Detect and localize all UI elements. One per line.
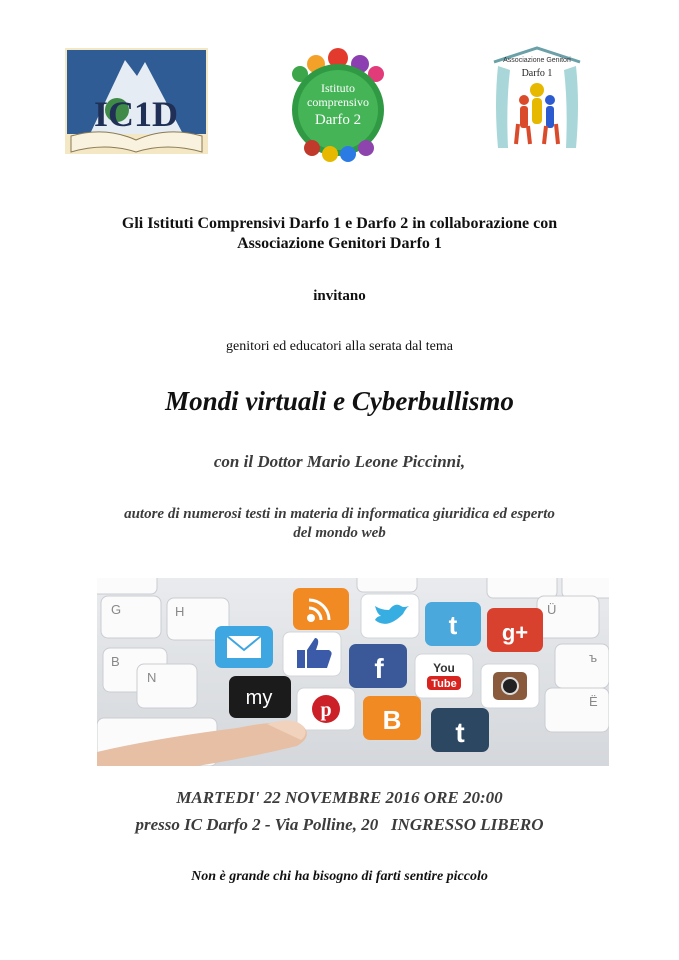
motto-text: Non è grande chi ha bisogno di farti sentire piccolo <box>191 869 488 884</box>
youtube-tube: Tube <box>431 678 457 690</box>
event-date: MARTEDI' 22 NOVEMBRE 2016 ORE 20:00 <box>176 788 503 807</box>
event-place: presso IC Darfo 2 - Via Polline, 20 INGRESSO LIBERO <box>135 815 544 834</box>
genitori-logo-text: Darfo 1 <box>521 68 553 79</box>
key-letter-b: B <box>111 654 120 669</box>
twitter-key <box>425 602 481 646</box>
audience-text: genitori ed educatori alla serata dal tema <box>225 339 453 354</box>
bio-line2: del mondo web <box>293 525 386 541</box>
event-title: Mondi virtuali e Cyberbullismo <box>165 386 514 416</box>
blogger-key <box>363 696 421 740</box>
twitter-bird-key <box>361 594 419 638</box>
youtube-key <box>415 654 473 698</box>
ic1d-logo <box>65 48 208 154</box>
svg-text:t: t <box>455 717 465 748</box>
tumblr-key <box>431 708 489 752</box>
rss-key <box>293 588 349 630</box>
google-plus-key <box>487 608 543 652</box>
key-letter-g: G <box>111 602 122 617</box>
header-line1: Gli Istituti Comprensivi Darfo 1 e Darfo 2 in collaborazione con <box>121 215 558 232</box>
darfo2-logo-line3: Darfo 2 <box>314 112 362 128</box>
key-letter-e: Ë <box>589 694 598 709</box>
like-key <box>283 632 341 676</box>
facebook-key <box>349 644 407 688</box>
svg-text:t: t <box>448 610 458 640</box>
speaker-line: con il Dottor Mario Leone Piccinni, <box>213 452 466 471</box>
social-keyboard-image <box>97 578 609 766</box>
key-letter-n: N <box>147 670 157 685</box>
darfo2-logo-line1: Istituto <box>320 81 356 95</box>
svg-text:p: p <box>320 699 332 721</box>
invite-text: invitano <box>313 288 366 304</box>
mail-key <box>215 626 273 668</box>
genitori-logo-arc-text: Associazione Genitori <box>503 57 571 64</box>
myspace-key <box>229 676 291 718</box>
key-letter-h: H <box>175 604 185 619</box>
genitori-logo <box>488 44 586 150</box>
header-line2: Associazione Genitori Darfo 1 <box>237 235 442 252</box>
pinterest-key <box>297 688 355 730</box>
bio-line1: autore di numerosi testi in materia di informatica giuridica ed esperto <box>124 506 555 522</box>
youtube-you: You <box>433 661 455 675</box>
ic1d-logo-text: IC1D <box>93 94 179 134</box>
myspace-label: my <box>245 687 273 709</box>
key-letter-hard: ъ <box>589 650 598 665</box>
svg-text:f: f <box>374 653 384 684</box>
darfo2-logo <box>286 44 390 164</box>
instagram-key <box>481 664 539 708</box>
google-plus-label: g+ <box>501 620 529 645</box>
key-letter-u: Ü <box>547 602 557 617</box>
darfo2-logo-line2: comprensivo <box>307 95 369 109</box>
svg-text:B: B <box>382 705 402 735</box>
